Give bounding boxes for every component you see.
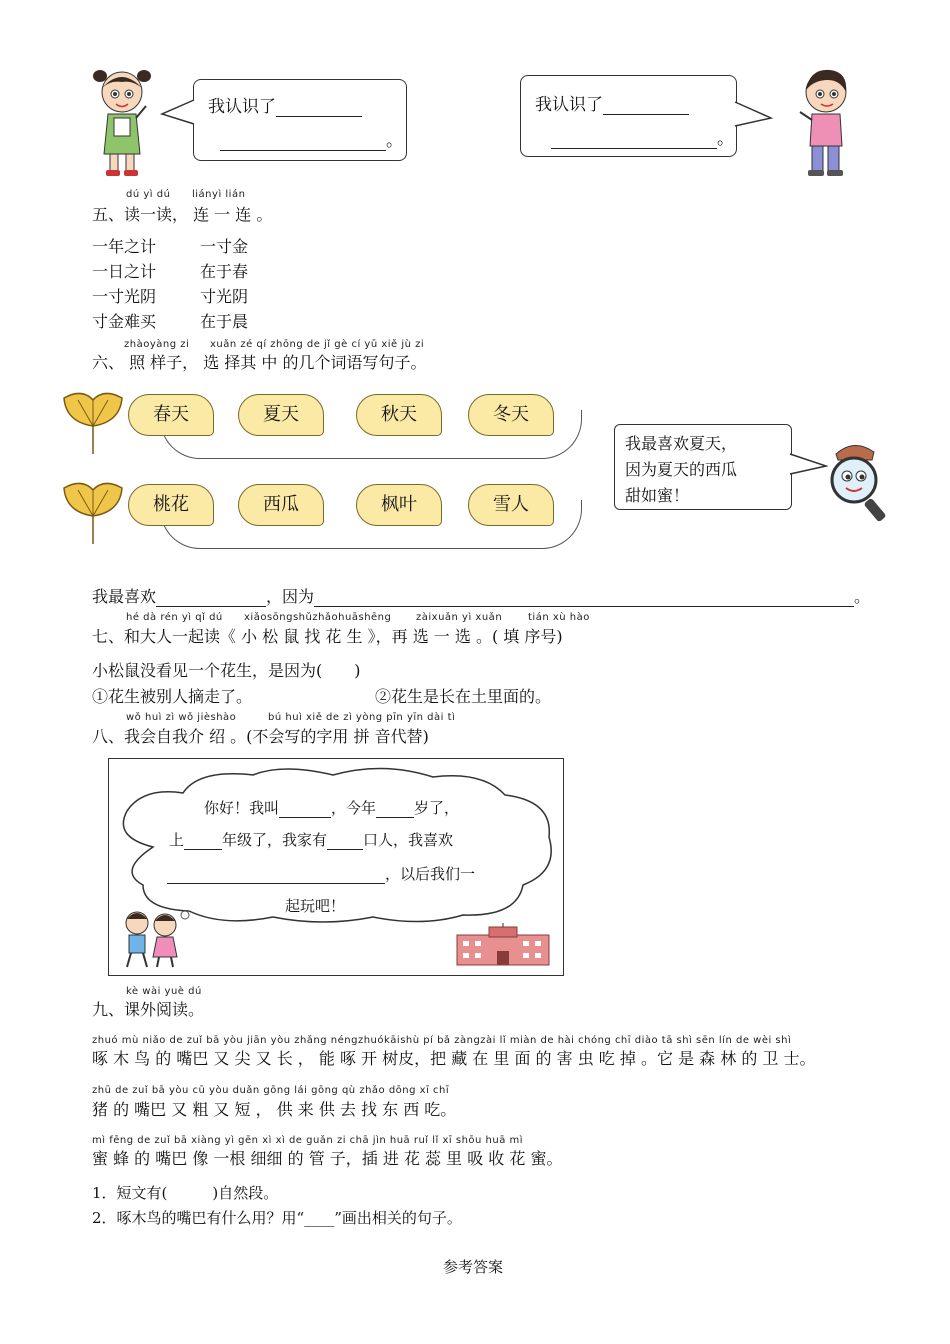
s5-left-item[interactable]: 寸金难买	[92, 312, 157, 331]
cloud-line-3	[167, 863, 475, 884]
left-speech-bubble	[193, 79, 407, 161]
right-bubble-tail	[733, 100, 773, 130]
s9-p3-pinyin: mì fēng de zuǐ bā xiàng yì gēn xì xì de guǎn zi chā jìn huā ruǐ lǐ xī shōu huā mì	[92, 1135, 524, 1146]
word-label: 夏天	[263, 404, 299, 425]
s9-title: 九、课外阅读。	[92, 1000, 205, 1019]
left-bubble-blank-2[interactable]	[220, 132, 386, 151]
s7-option-1[interactable]: ①花生被别人摘走了。	[92, 687, 253, 706]
cloud-line-2	[169, 829, 453, 850]
word-leaf[interactable]	[356, 484, 442, 526]
cloud-blank-age[interactable]	[376, 801, 414, 818]
s9-p1-pinyin: zhuó mù niǎo de zuǐ bā yòu jiān yòu zhǎng néngzhuókāishù pí bǎ zàngzài lǐ miàn de hài chóng chī diào tā shì sēn lín de wèi shì	[92, 1035, 792, 1046]
s6-fill-line	[92, 584, 870, 607]
girl-illustration	[88, 62, 158, 182]
s5-right-item[interactable]: 一寸金	[200, 237, 249, 256]
cloud-blank-family[interactable]	[327, 833, 363, 850]
s9-paragraph-2: 猪 的 嘴巴 又 粗 又 短 ， 供 来 供 去 找 东 西 吃。	[92, 1100, 457, 1119]
word-label: 桃花	[153, 494, 189, 515]
answers-heading: 参考答案	[443, 1258, 504, 1276]
word-leaf[interactable]	[128, 394, 214, 436]
s6-pinyin-b: xuǎn zé qí zhōng de jǐ gè cí yǔ xiě jù zi	[210, 339, 425, 350]
right-bubble-label: 我认识了	[535, 95, 603, 115]
s9-paragraph-1: 啄 木 鸟 的 嘴巴 又 尖 又 长 ， 能 啄 开 树皮，把 藏 在 里 面 的 害 虫 吃 掉 。它 是 森 林 的 卫 士。	[92, 1049, 816, 1068]
right-bubble-period: 。	[717, 129, 734, 149]
word-leaf[interactable]	[356, 394, 442, 436]
ginkgo-leaf-icon	[58, 386, 128, 458]
s9-pinyin-title: kè wài yuè dú	[126, 986, 202, 997]
s6-title: 六、 照 样子， 选 择其 中 的几个词语写句子。	[92, 353, 427, 372]
s9-paragraph-3: 蜜 蜂 的 嘴巴 像 一根 细细 的 管 子，插 进 花 蕊 里 吸 收 花 蜜。	[92, 1149, 563, 1168]
cloud-line-4: 起玩吧！	[285, 897, 346, 915]
left-bubble-period: 。	[386, 131, 403, 151]
word-label: 枫叶	[381, 494, 417, 515]
s5-right-item[interactable]: 在于春	[200, 262, 249, 281]
kids-icon	[115, 907, 195, 969]
cloud-text: 年级了，我家有	[222, 831, 328, 849]
s6-fill-label-b: ，因为	[266, 587, 315, 606]
word-leaf[interactable]	[468, 394, 554, 436]
word-label: 春天	[153, 404, 189, 425]
left-bubble-blank-1[interactable]	[276, 98, 362, 117]
right-bubble-blank-2[interactable]	[551, 130, 717, 149]
s5-pinyin-a: dú yì dú	[126, 189, 171, 200]
s5-left-item[interactable]: 一日之计	[92, 262, 157, 281]
cloud-blank-hobby[interactable]	[167, 867, 385, 884]
s7-pinyin-d: tián xù hào	[528, 612, 590, 623]
s8-pinyin-a: wǒ huì zì wǒ jièshào	[126, 712, 237, 723]
s5-right-item[interactable]: 在于晨	[200, 312, 249, 331]
example-line: 我最喜欢夏天，	[625, 434, 738, 453]
cloud-blank-grade[interactable]	[184, 833, 222, 850]
s8-title: 八、我会自我介 绍 。(不会写的字用 拼 音代替)	[92, 727, 429, 746]
s6-blank-season[interactable]	[156, 588, 266, 607]
left-bubble-label: 我认识了	[208, 97, 276, 117]
s6-pinyin-a: zhàoyàng zi	[124, 339, 190, 350]
example-line: 甜如蜜！	[625, 486, 690, 505]
word-label: 西瓜	[263, 494, 299, 515]
s7-question[interactable]: 小松鼠没看见一个花生，是因为( )	[92, 661, 361, 680]
s6-fill-end: 。	[854, 587, 871, 606]
s9-question-1[interactable]: 1．短文有( )自然段。	[92, 1184, 279, 1202]
ginkgo-leaf-icon	[58, 476, 128, 548]
s9-p2-pinyin: zhū de zuǐ bā yòu cū yòu duǎn gōng lái gōng qù zhǎo dōng xī chī	[92, 1085, 450, 1096]
word-leaf[interactable]	[468, 484, 554, 526]
s5-right-column	[200, 234, 248, 334]
s8-frame	[108, 758, 564, 976]
s5-right-item[interactable]: 寸光阴	[200, 287, 249, 306]
example-bubble-tail	[788, 452, 828, 480]
word-leaf[interactable]	[128, 484, 214, 526]
cloud-text: 岁了，	[414, 799, 460, 817]
cloud-text: 上	[169, 831, 185, 849]
example-line: 因为夏天的西瓜	[625, 460, 738, 479]
s8-pinyin-b: bú huì xiě de zì yòng pīn yīn dài tì	[268, 712, 456, 723]
cloud-blank-name[interactable]	[279, 801, 331, 818]
s7-pinyin-b: xiǎosōngshǔzhǎohuāshēng	[244, 612, 392, 623]
right-bubble-blank-1[interactable]	[603, 96, 689, 115]
cloud-text: 你好！我叫	[204, 799, 280, 817]
left-bubble-tail	[160, 98, 196, 128]
s6-blank-reason[interactable]	[314, 588, 854, 607]
word-label: 雪人	[493, 494, 529, 515]
s5-left-column	[92, 234, 156, 334]
magnifier-mascot-icon	[824, 440, 890, 524]
cloud-text: ，以后我们一	[385, 865, 476, 883]
s7-pinyin-a: hé dà rén yì qǐ dú	[126, 612, 223, 623]
s5-left-item[interactable]: 一寸光阴	[92, 287, 157, 306]
boy-illustration	[790, 62, 860, 182]
word-leaf[interactable]	[238, 484, 324, 526]
example-speech-bubble	[614, 424, 792, 510]
school-building-icon	[453, 923, 553, 967]
cloud-line-1	[204, 797, 459, 818]
s5-title: 五、读一读， 连 一 连 。	[92, 205, 273, 224]
s7-option-2[interactable]: ②花生是长在土里面的。	[375, 687, 552, 706]
word-label: 冬天	[493, 404, 529, 425]
word-label: 秋天	[381, 404, 417, 425]
right-speech-bubble	[520, 75, 737, 157]
cloud-text: ，今年	[331, 799, 377, 817]
s5-pinyin-b: liányì lián	[192, 189, 246, 200]
s6-fill-label-a: 我最喜欢	[92, 587, 157, 606]
s7-pinyin-c: zàixuǎn yì xuǎn	[416, 612, 503, 623]
word-leaf[interactable]	[238, 394, 324, 436]
cloud-text: 口人，我喜欢	[363, 831, 454, 849]
s7-title: 七、和大人一起读《 小 松 鼠 找 花 生 》，再 选 一 选 。( 填 序号)	[92, 627, 563, 646]
s5-left-item[interactable]: 一年之计	[92, 237, 157, 256]
s9-question-2[interactable]: 2．啄木鸟的嘴巴有什么用？用“____”画出相关的句子。	[92, 1209, 462, 1227]
